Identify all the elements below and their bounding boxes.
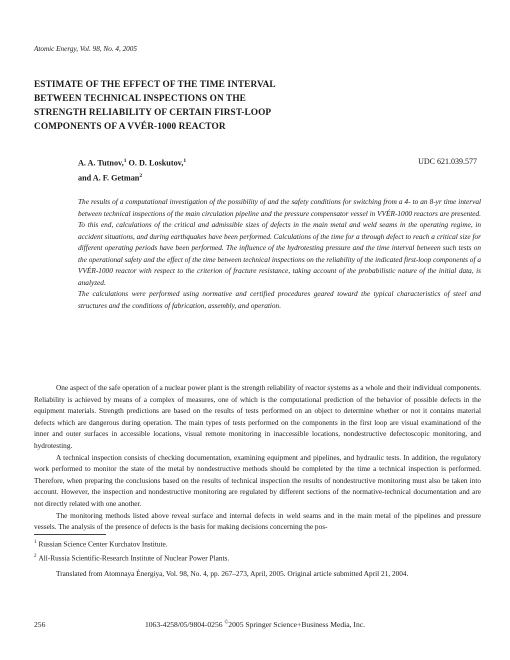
abstract-paragraph: The results of a computational investigation of the possibility of and the safety conditions for switching from a 4- to an 8-yr time interval between technical inspections of the main circulation pipeline and the pressure compensator vessel in VVÉR-1000 reactors are presented. To this end, calculations of the critical and admissible sizes of defects in the main metal and weld seams in the operating regime, in accident situations, and during earthquakes have been performed. Calculations of the time for a through defect to reach a critical size for different operating periods have been performed. The influence of the hydrotesting pressure and the time interval between such tests on the operational safety and the effect of the time between technical inspections on the reliability of the indicated first-loop components of a VVÉR-1000 reactor with respect to the criterion of fracture resistance, taking account of the probabilistic nature of the initial data, is analyzed. [78,197,481,287]
footnote-mark: 1 [34,540,37,545]
page-number: 256 [34,620,46,629]
copyright-line [0,620,510,629]
footnote [34,537,229,551]
footnote-mark: 2 [34,553,37,559]
udc-code: UDC 621.039.577 [418,157,477,166]
copyright-symbol: © [224,620,229,626]
author-name: A. A. Tutnov, [78,158,124,168]
article-title [34,78,334,134]
affiliation-mark: 1 [183,158,187,164]
abstract [78,196,481,311]
body-text [34,382,481,533]
issn-code: 1063-4258/05/9804-0256 [144,620,225,629]
footnote [34,551,229,565]
journal-header: Atomic Energy, Vol. 98, No. 4, 2005 [34,45,137,53]
translation-note: Translated from Atomnaya Énergiya, Vol. 98, No. 4, pp. 267–273, April, 2005. Original article submitted April 21, 2004. [56,569,409,578]
footnote-divider [34,534,106,535]
abstract-paragraph: The calculations were performed using normative and certified procedures geared toward the typical characteristics of steel and structures and the conditions of fabrication, assembly, and operation. [78,289,481,310]
author-name: O. D. Loskutov, [126,158,184,168]
body-paragraph: A technical inspection consists of checking documentation, examining equipment and pipelines, and hydraulic tests. In addition, the regulatory work performed to monitor the state of the metal by nondestructive methods should be completed by the time a technical inspection is performed. Therefore, when preparing the conclusions based on the results of technical inspection the results of nondestructive monitoring must also be taken into account. However, the inspection and nondestructive monitoring are regulated by different sections of the normative-technical documentation and are not directly related with one another. [34,452,481,508]
affiliation-mark: 2 [139,172,143,179]
body-paragraph: One aspect of the safe operation of a nuclear power plant is the strength reliability of reactor systems as a whole and their individual components. Reliability is achieved by means of a complex of measures, one of which is the computational prediction of the behavior of possible defects in the equipment materials. Strength predictions are based on the results of tests performed on an object to determine whether or not it contains material defects which are dangerous during operation. The main types of tests performed on the components in the first loop are visual examinationd of the inner and outer surfaces in accessible locations, visual remote monitoring in inaccessible locations, nondestructive defectoscopic monitoring, and hydrotesting. [34,383,481,450]
body-paragraph: The monitoring methods listed above reveal surface and internal defects in weld seams and in the main metal of the pipelines and pressure vessels. The analysis of the presence of defects is the basis for making decisions concerning the pos- [34,510,481,532]
title-line: COMPONENTS OF A VVÉR-1000 REACTOR [34,122,226,132]
footnote-text: All-Russia Scientific-Research Institute of Nuclear Power Plants. [38,553,230,563]
author-line-1 [78,155,186,170]
copyright-text: 2005 Springer Science+Business Media, Inc. [228,620,366,629]
affiliation-mark: 1 [123,158,127,164]
title-line: STRENGTH RELIABILITY OF CERTAIN FIRST-LOOP [34,108,272,118]
footnotes [34,537,229,565]
author-name: and A. F. Getman [78,173,140,183]
authors [78,155,186,184]
title-line: BETWEEN TECHNICAL INSPECTIONS ON THE [34,94,246,104]
title-line: ESTIMATE OF THE EFFECT OF THE TIME INTERVAL [34,80,276,90]
footnote-text: Russian Science Center Kurchatov Institute. [38,539,168,549]
author-line-2 [78,170,186,185]
